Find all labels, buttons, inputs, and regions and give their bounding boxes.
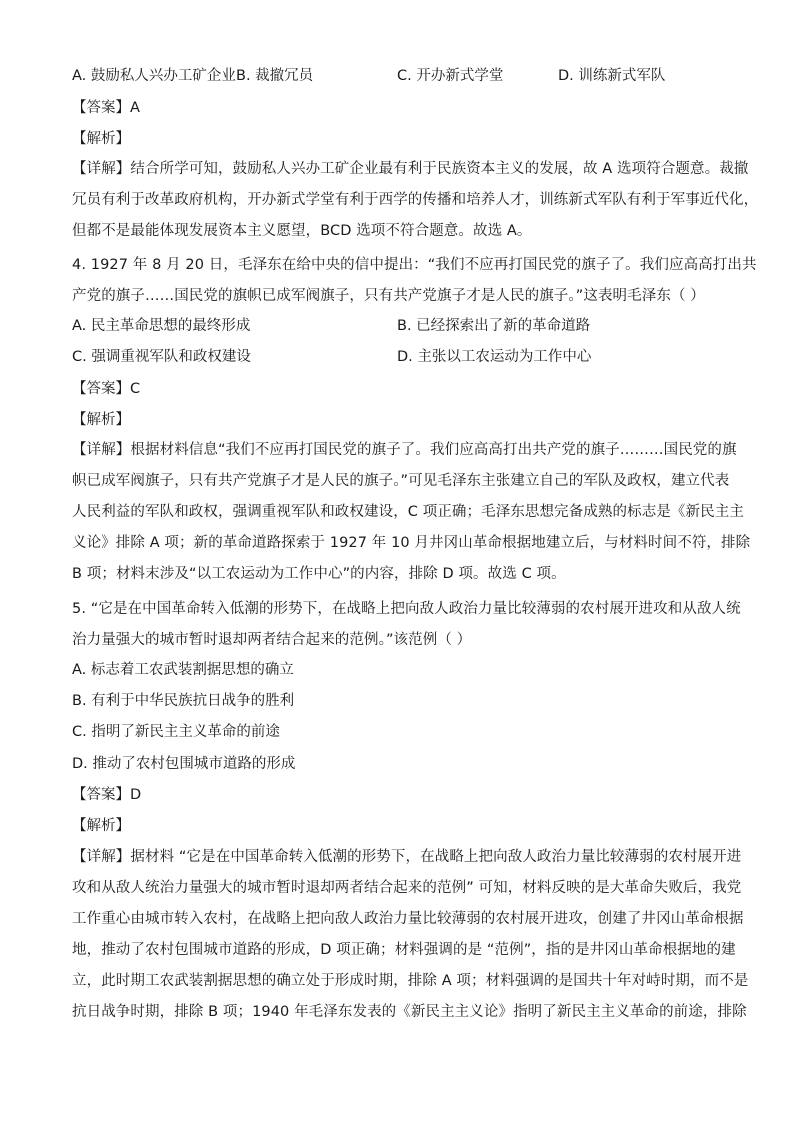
- q3-option-d: D. 训练新式军队: [558, 68, 666, 84]
- q3-detail-line: 冗员有利于改革政府机构，开办新式学堂有利于西学的传播和培养人才，训练新式军队有利于军事近代化，: [72, 192, 759, 208]
- q5-detail-line: 工作重心由城市转入农村，在战略上把向敌人政治力量比较薄弱的农村展开进攻，创建了井冈山革命根据: [72, 911, 744, 927]
- q5-answer: 【答案】D: [72, 787, 142, 803]
- q3-option-a: A. 鼓励私人兴办工矿企业: [72, 68, 236, 84]
- q4-option-a: A. 民主革命思想的最终形成: [72, 318, 251, 334]
- q5-detail-line: 【详解】据材料 “它是在中国革命转入低潮的形势下，在战略上把向敌人政治力量比较薄弱的农村展开进: [72, 849, 742, 865]
- q4-detail-line: 义论》排除 A 项；新的革命道路探索于 1927 年 10 月井冈山革命根据地建立后，与材料时间不符，排除: [72, 535, 751, 551]
- q4-detail: [72, 435, 751, 590]
- q4-option-c: C. 强调重视军队和政权建设: [72, 349, 251, 365]
- q5-detail-line: 攻和从敌人统治力量强大的城市暂时退却两者结合起来的范例” 可知，材料反映的是大革命失败后，我党: [72, 880, 742, 896]
- q5-option-a: A. 标志着工农武装割据思想的确立: [72, 662, 294, 678]
- q5-stem-line: 5. “它是在中国革命转入低潮的形势下，在战略上把向敌人政治力量比较薄弱的农村展开进攻和从敌人统: [72, 601, 741, 617]
- q4-stem: [72, 250, 757, 312]
- q3-analysis-heading: 【解析】: [72, 131, 130, 147]
- q5-stem: [72, 594, 741, 656]
- q5-option-d: D. 推动了农村包围城市道路的形成: [72, 756, 296, 772]
- q3-detail-line: 但都不是最能体现发展资本主义愿望，BCD 选项不符合题意。故选 A。: [72, 223, 532, 239]
- q4-detail-line: 【详解】根据材料信息“我们不应再打国民党的旗子了。我们应高高打出共产党的旗子………国民党的旗: [72, 442, 737, 458]
- q3-detail: [72, 154, 759, 247]
- q5-option-b: B. 有利于中华民族抗日战争的胜利: [72, 693, 295, 709]
- q4-answer: 【答案】C: [72, 381, 141, 397]
- q4-detail-line: B 项；材料末涉及“以工农运动为工作中心”的内容，排除 D 项。故选 C 项。: [72, 566, 566, 582]
- q5-analysis-heading: 【解析】: [72, 818, 130, 834]
- q5-detail: [72, 842, 749, 1028]
- q4-analysis-heading: 【解析】: [72, 412, 130, 428]
- q3-detail-line: 【详解】结合所学可知，鼓励私人兴办工矿企业最有利于民族资本主义的发展，故 A 选项符合题意。裁撤: [72, 161, 749, 177]
- q4-stem-line: 产党的旗子……国民党的旗帜已成军阀旗子，只有共产党旗子才是人民的旗子。”这表明毛泽东（ ）: [72, 288, 705, 304]
- q5-detail-line: 抗日战争时期，排除 B 项；1940 年毛泽东发表的《新民主主义论》指明了新民主主义革命的前途，排除: [72, 1004, 747, 1020]
- q5-stem-line: 治力量强大的城市暂时退却两者结合起来的范例。”该范例（ ）: [72, 632, 472, 648]
- q4-stem-line: 4. 1927 年 8 月 20 日，毛泽东在给中央的信中提出：“我们不应再打国民党的旗子了。我们应高高打出共: [72, 257, 757, 273]
- q5-detail-line: 立，此时期工农武装割据思想的确立处于形成时期，排除 A 项；材料强调的是国共十年对峙时期，而不是: [72, 973, 749, 989]
- q3-option-c: C. 开办新式学堂: [397, 68, 504, 84]
- q3-answer: 【答案】A: [72, 100, 140, 116]
- q4-option-b: B. 已经探索出了新的革命道路: [397, 318, 591, 334]
- q4-option-d: D. 主张以工农运动为工作中心: [397, 349, 592, 365]
- q3-option-b: B. 裁撤冗员: [236, 68, 314, 84]
- q4-detail-line: 人民利益的军队和政权，强调重视军队和政权建设，C 项正确；毛泽东思想完备成熟的标志是《新民主主: [72, 504, 744, 520]
- q4-detail-line: 帜已成军阀旗子，只有共产党旗子才是人民的旗子。”可见毛泽东主张建立自己的军队及政权，建立代表: [72, 473, 730, 489]
- q5-option-c: C. 指明了新民主主义革命的前途: [72, 724, 280, 740]
- q5-detail-line: 地，推动了农村包围城市道路的形成，D 项正确；材料强调的是 “范例”，指的是井冈山革命根据地的建: [72, 942, 736, 958]
